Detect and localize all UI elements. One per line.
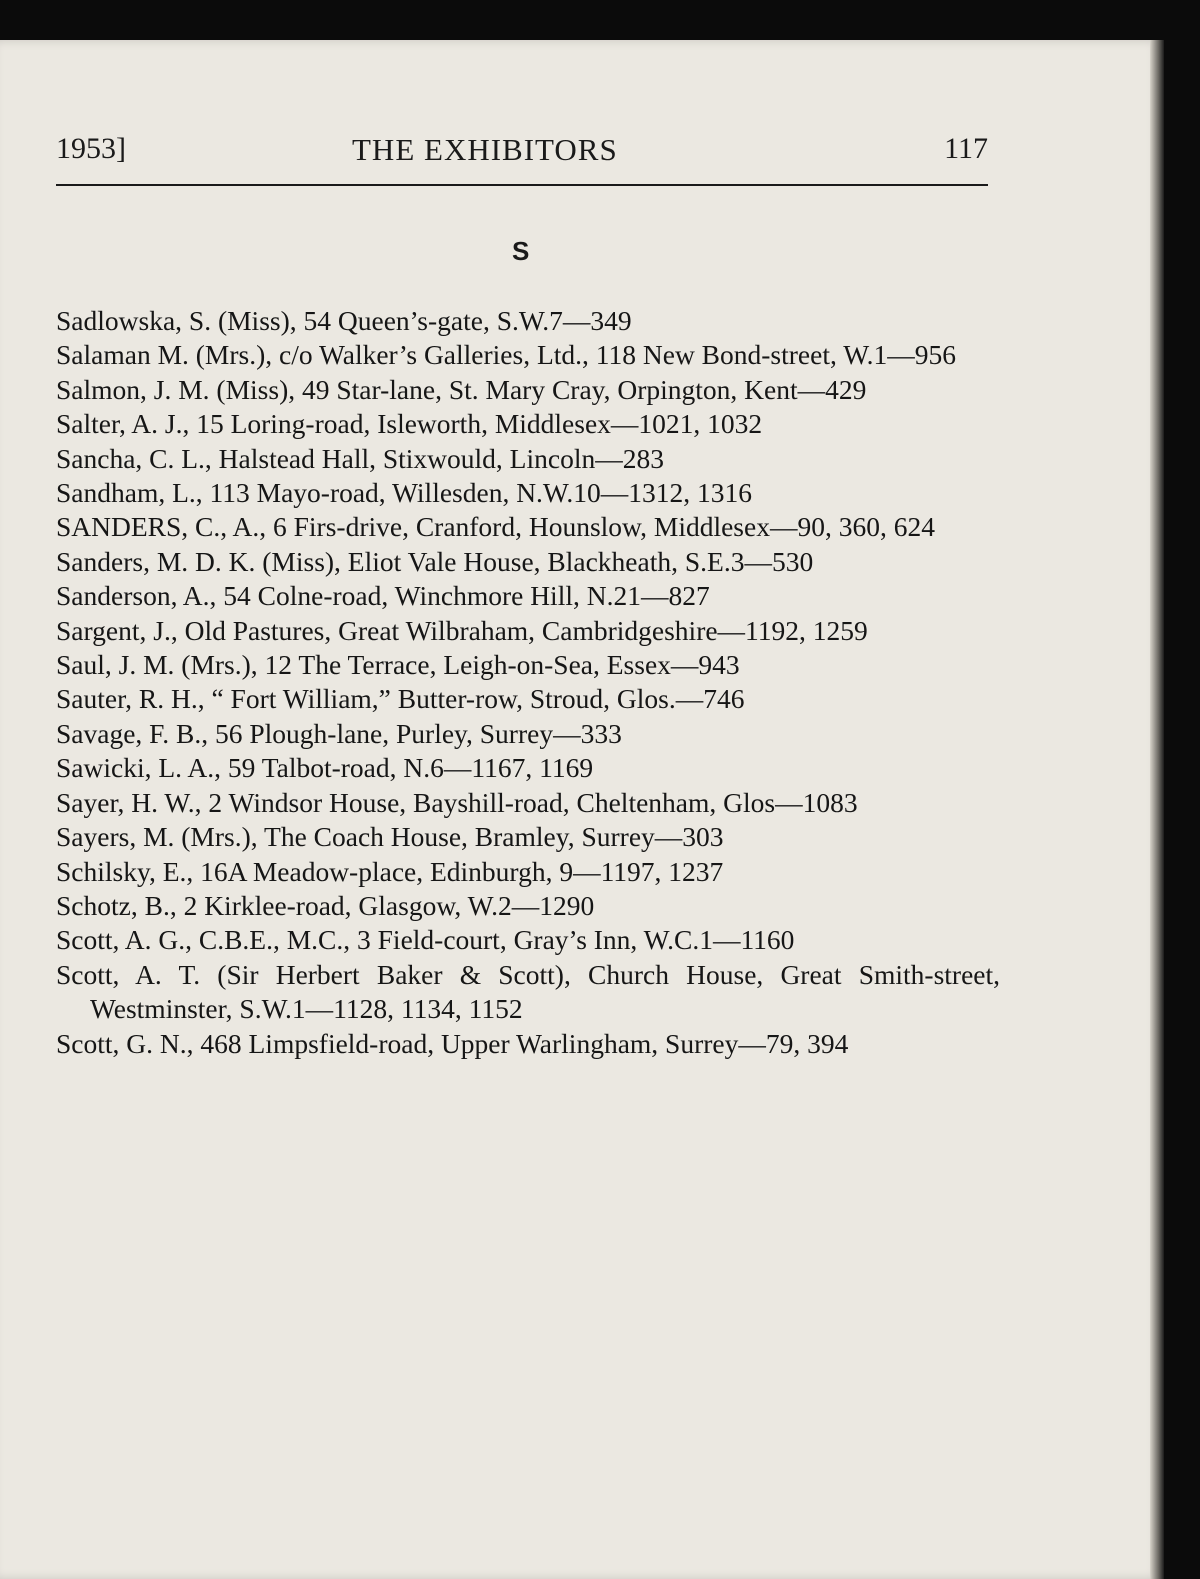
exhibitor-entry: Salaman M. (Mrs.), c/o Walker’s Galleries, Ltd., 118 New Bond-street, W.1—956: [56, 339, 957, 371]
exhibitor-list: [56, 304, 1000, 1061]
exhibitor-entry: Salter, A. J., 15 Loring-road, Isleworth, Middlesex—1021, 1032: [56, 408, 763, 440]
exhibitor-entry: Sandham, L., 113 Mayo-road, Willesden, N.W.10—1312, 1316: [56, 477, 752, 509]
exhibitor-entry: Schilsky, E., 16A Meadow-place, Edinburgh, 9—1197, 1237: [56, 855, 724, 887]
exhibitor-entry: SANDERS, C., A., 6 Firs-drive, Cranford, Hounslow, Middlesex—90, 360, 624: [56, 511, 935, 543]
exhibitor-entry: Sargent, J., Old Pastures, Great Wilbraham, Cambridgeshire—1192, 1259: [56, 614, 868, 646]
section-letter: S: [512, 236, 530, 266]
exhibitor-entry: Scott, A. T. (Sir Herbert Baker & Scott), Church House, Great Smith-street, Westminster, S.W.1—1128, 1134, 1152: [56, 958, 1000, 1025]
exhibitor-entry: Sayer, H. W., 2 Windsor House, Bayshill-road, Cheltenham, Glos—1083: [56, 786, 858, 818]
header-year: 1953]: [56, 132, 126, 165]
exhibitor-entry: Scott, G. N., 468 Limpsfield-road, Upper Warlingham, Surrey—79, 394: [56, 1027, 849, 1059]
exhibitor-entry: Savage, F. B., 56 Plough-lane, Purley, Surrey—333: [56, 717, 622, 749]
exhibitor-entry: Salmon, J. M. (Miss), 49 Star-lane, St. Mary Cray, Orpington, Kent—429: [56, 373, 867, 405]
page-title: THE EXHIBITORS: [352, 132, 618, 167]
exhibitor-entry: Sanders, M. D. K. (Miss), Eliot Vale House, Blackheath, S.E.3—530: [56, 545, 814, 577]
header-rule: [56, 184, 988, 186]
exhibitor-entry: Sancha, C. L., Halstead Hall, Stixwould, Lincoln—283: [56, 442, 664, 474]
exhibitor-entry: Sanderson, A., 54 Colne-road, Winchmore Hill, N.21—827: [56, 580, 710, 612]
page-edge: [1150, 40, 1164, 1579]
exhibitor-entry: Sauter, R. H., “ Fort William,” Butter-row, Stroud, Glos.—746: [56, 683, 745, 715]
exhibitor-entry: Sawicki, L. A., 59 Talbot-road, N.6—1167, 1169: [56, 752, 594, 784]
exhibitor-entry: Scott, A. G., C.B.E., M.C., 3 Field-court, Gray’s Inn, W.C.1—1160: [56, 924, 795, 956]
exhibitor-entry: Schotz, B., 2 Kirklee-road, Glasgow, W.2—1290: [56, 889, 595, 921]
exhibitor-entry: Sayers, M. (Mrs.), The Coach House, Bramley, Surrey—303: [56, 821, 724, 853]
exhibitor-entry: Sadlowska, S. (Miss), 54 Queen’s-gate, S.W.7—349: [56, 305, 632, 336]
running-head: [56, 126, 988, 170]
page-number: 117: [944, 132, 988, 165]
exhibitor-entry: Saul, J. M. (Mrs.), 12 The Terrace, Leigh-on-Sea, Essex—943: [56, 649, 740, 681]
